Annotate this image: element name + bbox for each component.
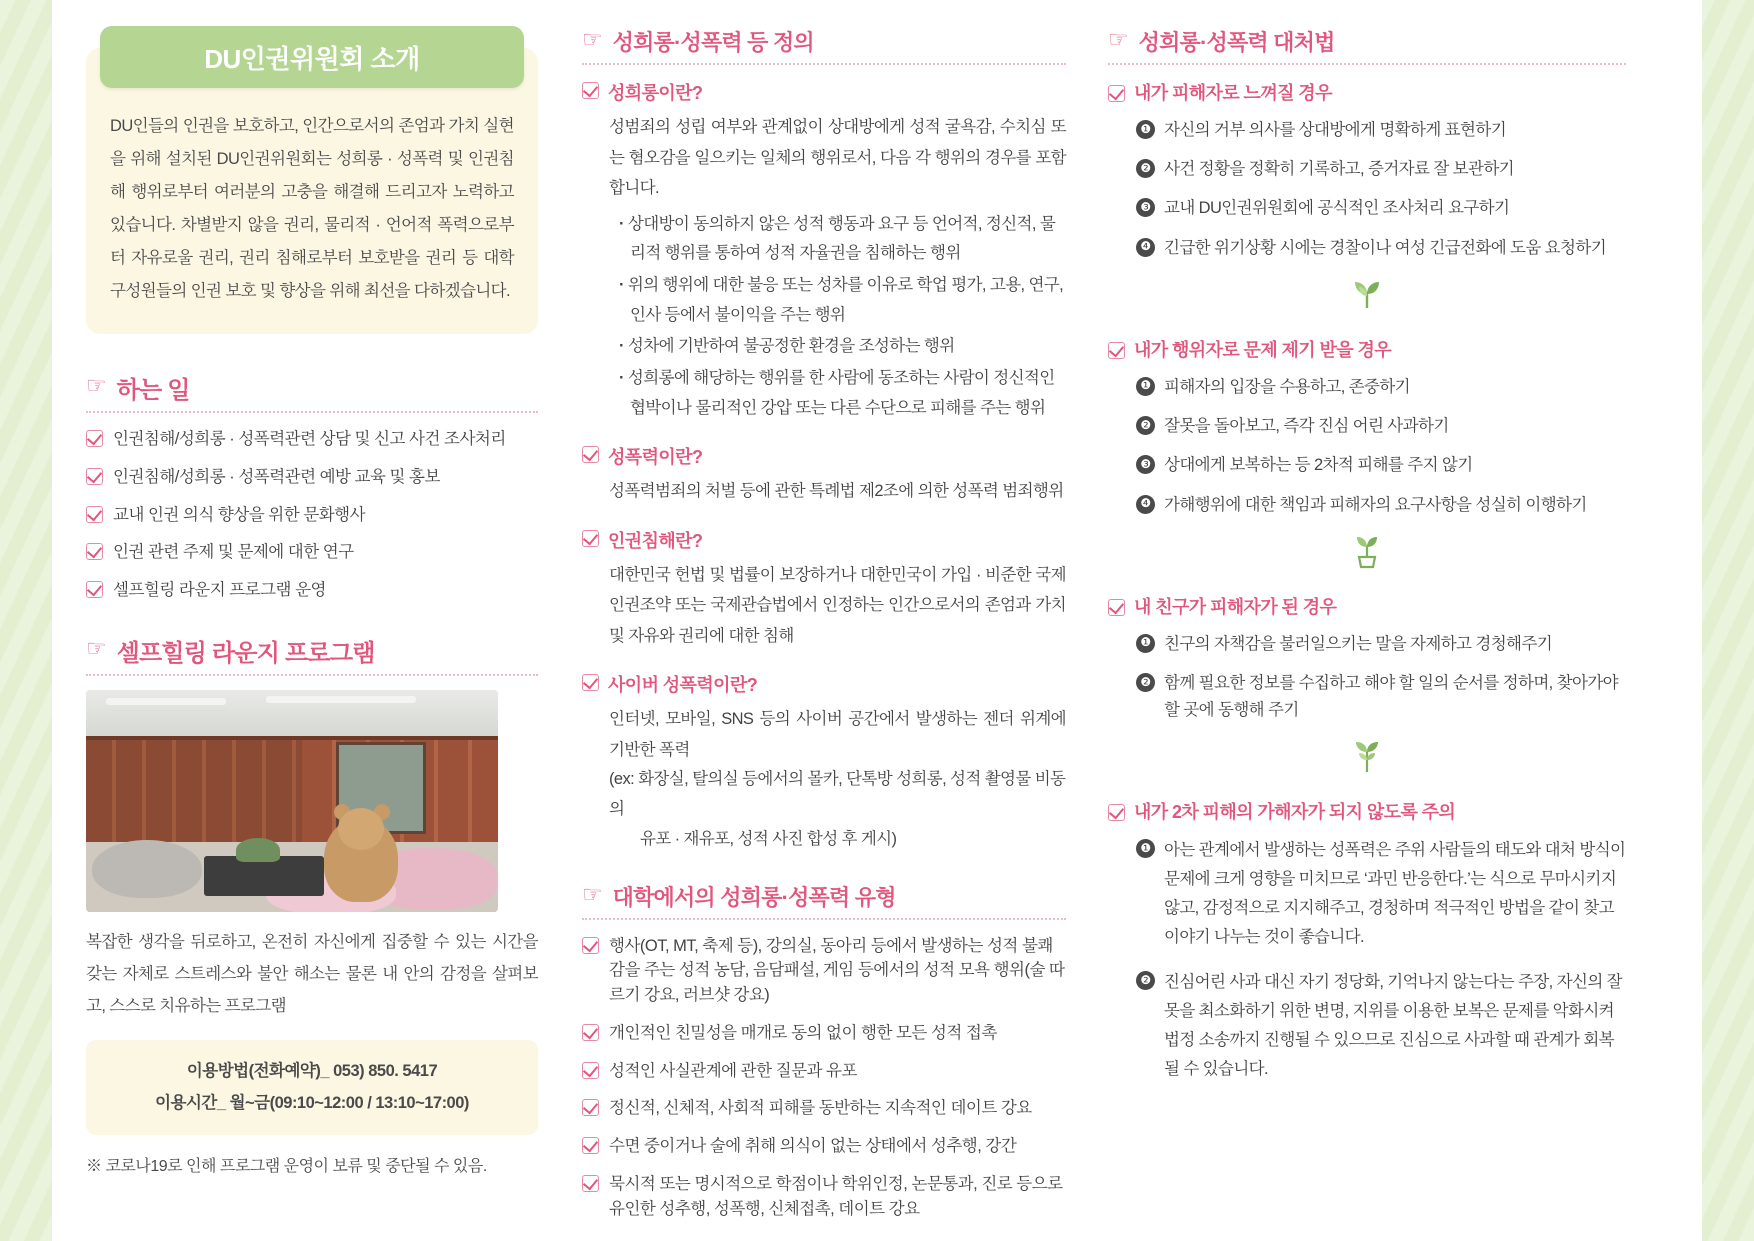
tree-divider	[1108, 736, 1626, 776]
list-item	[582, 1172, 1066, 1222]
list-item-label: 교내 DU인권위원회에 공식적인 조사처리 요구하기	[1164, 199, 1510, 218]
list-item-label: 인권 관련 주제 및 문제에 대한 연구	[113, 543, 354, 562]
work-section	[86, 370, 538, 603]
definition-term	[582, 527, 1066, 553]
list-item-label: 개인적인 친밀성을 매개로 동의 없이 행한 모든 성적 접촉	[609, 1023, 997, 1042]
number-badge: ❹	[1136, 238, 1155, 257]
list-item: · 성차에 기반하여 불공정한 환경을 조성하는 행위	[619, 332, 1066, 362]
sprout-icon	[1347, 274, 1387, 314]
definitions-title: 성희롱·성폭력 등 정의	[612, 30, 814, 55]
pointing-hand-icon: ☞	[86, 372, 107, 398]
definition-body: 성범죄의 성립 여부와 관계없이 상대방에게 성적 굴욕감, 수치심 또는 혐오감을 일으키는 일체의 행위로서, 다음 각 행위의 경우를 포함합니다.	[609, 118, 1066, 198]
list-item: · 상대방이 동의하지 않은 성적 행동과 요구 등 언어적, 정신적, 물리적 행위를 통하여 성적 자율권을 침해하는 행위	[619, 210, 1066, 269]
number-badge: ❷	[1136, 971, 1155, 990]
divider	[86, 411, 538, 413]
check-icon	[582, 937, 599, 954]
divider	[86, 674, 538, 676]
list-item	[582, 1059, 1066, 1084]
sprout-divider	[1108, 274, 1626, 314]
list-item-label: 성적인 사실관계에 관한 질문과 유포	[609, 1061, 857, 1080]
list-item-label: 긴급한 위기상황 시에는 경찰이나 여성 긴급전화에 도움 요청하기	[1164, 238, 1607, 257]
number-badge: ❹	[1136, 495, 1155, 514]
list-item	[1136, 631, 1626, 658]
number-badge: ❶	[1136, 839, 1155, 858]
list-item-label: 아는 관계에서 발생하는 성폭력은 주위 사람들의 태도와 대처 방식이 문제에 크게 영향을 미치므로 ‘과민 반응한다.’는 식으로 무마시키지 않고, 감정적으로 지지해주고, 경청하며 적극적인 방법을 같이 찾고 이야기 나누는 것이 좋습니다.	[1164, 841, 1626, 947]
right-column	[1086, 26, 1626, 1221]
list-item	[1136, 670, 1626, 724]
lounge-heading	[86, 633, 538, 668]
lounge-photo	[86, 690, 498, 912]
response-title: 성희롱·성폭력 대처법	[1138, 30, 1335, 55]
response-item-list	[1108, 374, 1626, 519]
list-item	[582, 1134, 1066, 1159]
potted-plant-icon	[1347, 531, 1387, 571]
work-title: 하는 일	[116, 377, 190, 404]
list-item-label: 함께 필요한 정보를 수집하고 해야 할 일의 순서를 정하며, 찾아가야 할 곳에 동행해 주기	[1164, 673, 1618, 720]
check-icon	[582, 1099, 599, 1116]
intro-card	[86, 43, 538, 334]
definition-block	[582, 671, 1066, 854]
list-item	[582, 1021, 1066, 1046]
response-item-list	[1108, 117, 1626, 262]
definition-example-line1: (ex: 화장실, 탈의실 등에서의 몰카, 단톡방 성희롱, 성적 촬영물 비동의	[609, 770, 1066, 819]
lounge-description: 복잡한 생각을 뒤로하고, 온전히 자신에게 집중할 수 있는 시간을 갖는 자체로 스트레스와 불안 해소는 물론 내 안의 감정을 살펴보고, 스스로 치유하는 프로그램	[86, 932, 538, 1016]
check-icon	[582, 446, 599, 463]
list-item-label: 정신적, 신체적, 사회적 피해를 동반하는 지속적인 데이트 강요	[609, 1099, 1032, 1118]
number-badge: ❷	[1136, 159, 1155, 178]
types-title: 대학에서의 성희롱·성폭력 유형	[612, 884, 896, 910]
potted-plant-divider	[1108, 531, 1626, 571]
definition-block	[582, 79, 1066, 423]
work-list	[86, 427, 538, 603]
list-item	[1136, 374, 1626, 401]
contact-phone: 이용방법(전화예약)_ 053) 850. 5417	[186, 1062, 438, 1081]
pointing-hand-icon: ☞	[582, 26, 603, 52]
definition-block	[582, 443, 1066, 507]
response-section-heading	[1108, 798, 1626, 824]
list-item	[1136, 968, 1626, 1084]
check-icon	[1108, 342, 1125, 359]
check-icon	[582, 1062, 599, 1079]
response-item-list	[1108, 631, 1626, 725]
check-icon	[1108, 804, 1125, 821]
list-item-label: 셀프힐링 라운지 프로그램 운영	[113, 581, 326, 599]
definition-term	[582, 671, 1066, 697]
check-icon	[86, 506, 103, 523]
lounge-note: ※ 코로나19로 인해 프로그램 운영이 보류 및 중단될 수 있음.	[86, 1157, 487, 1175]
check-icon	[86, 543, 103, 560]
list-item-label: 친구의 자책감을 불러일으키는 말을 자제하고 경청해주기	[1164, 634, 1553, 653]
list-item-label: 묵시적 또는 명시적으로 학점이나 학위인정, 논문통과, 진로 등으로 유인한 성추행, 성폭행, 신체접촉, 데이트 강요	[609, 1174, 1063, 1218]
pointing-hand-icon: ☞	[86, 634, 107, 661]
list-item-label: 상대에게 보복하는 등 2차적 피해를 주지 않기	[1164, 456, 1473, 475]
lounge-title: 셀프힐링 라운지 프로그램	[116, 639, 375, 667]
definition-body: 성폭력범죄의 처벌 등에 관한 특례법 제2조에 의한 성폭력 범죄행위	[609, 482, 1064, 501]
definitions-heading	[582, 26, 1066, 57]
number-badge: ❸	[1136, 198, 1155, 217]
check-icon	[86, 581, 103, 598]
definition-example-line2: 유포 · 재유포, 성적 사진 합성 후 게시)	[640, 829, 897, 848]
check-icon	[582, 530, 599, 547]
list-item-label: 가해행위에 대한 책임과 피해자의 요구사항을 성실히 이행하기	[1164, 495, 1587, 514]
list-item	[86, 427, 538, 452]
divider	[582, 63, 1066, 65]
check-icon	[86, 468, 103, 485]
list-item-label: 인권침해/성희롱 · 성폭력관련 예방 교육 및 홍보	[113, 467, 440, 486]
list-item	[582, 934, 1066, 1008]
number-badge: ❶	[1136, 377, 1155, 396]
intro-title: DU인권위원회 소개	[100, 26, 524, 88]
response-section-heading	[1108, 336, 1626, 362]
lounge-contact-box	[86, 1040, 538, 1135]
check-icon	[582, 674, 599, 691]
tree-icon	[1347, 736, 1387, 776]
definition-term	[582, 443, 1066, 469]
intro-body: DU인들의 인권을 보호하고, 인간으로서의 존엄과 가치 실현을 위해 설치된 DU인권위원회는 성희롱 · 성폭력 및 인권침해 행위로부터 여러분의 고충을 해결해 드리고자 노력하고 있습니다. 차별받지 않을 권리, 물리적 · 언어적 폭력으로부터 자유로울 권리, 권리 침해로부터 보호받을 권리 등 대학 구성원들의 인권 보호 및 향상을 위해 최선을 다하겠습니다.	[110, 117, 514, 300]
list-item-label: 행사(OT, MT, 축제 등), 강의실, 동아리 등에서 발생하는 성적 불쾌감을 주는 성적 농담, 음담패설, 게임 등에서의 성적 모욕 행위(술 따르기 강요, 러브샷 강요)	[609, 936, 1065, 1005]
check-icon	[582, 1024, 599, 1041]
number-badge: ❷	[1136, 416, 1155, 435]
list-item-label: 수면 중이거나 술에 취해 의식이 없는 상태에서 성추행, 강간	[609, 1137, 1017, 1156]
list-item	[1136, 452, 1626, 479]
response-section	[1108, 79, 1626, 314]
number-badge: ❶	[1136, 120, 1155, 139]
response-item-list	[1108, 836, 1626, 1083]
check-icon	[1108, 85, 1125, 102]
list-item	[1136, 836, 1626, 952]
list-item	[86, 465, 538, 490]
response-section-label: 내 친구가 피해자가 된 경우	[1134, 596, 1337, 617]
response-section-label: 내가 2차 피해의 가해자가 되지 않도록 주의	[1134, 802, 1456, 823]
definition-term-label: 사이버 성폭력이란?	[608, 675, 758, 696]
types-heading	[582, 881, 1066, 912]
response-section	[1108, 798, 1626, 1083]
number-badge: ❷	[1136, 673, 1155, 692]
lounge-section	[86, 633, 538, 1176]
check-icon	[1108, 599, 1125, 616]
middle-column	[556, 26, 1086, 1221]
list-item-label: 인권침해/성희롱 · 성폭력관련 상담 및 신고 사건 조사처리	[113, 430, 506, 448]
check-icon	[582, 82, 599, 99]
definition-term-label: 성희롱이란?	[608, 83, 703, 103]
response-section-label: 내가 행위자로 문제 제기 받을 경우	[1134, 339, 1392, 360]
response-section-heading	[1108, 593, 1626, 619]
definition-term-label: 성폭력이란?	[608, 447, 703, 468]
list-item-label: 자신의 거부 의사를 상대방에게 명확하게 표현하기	[1164, 121, 1507, 139]
number-badge: ❸	[1136, 455, 1155, 474]
list-item	[86, 540, 538, 565]
list-item: · 성희롱에 해당하는 행위를 한 사람에 동조하는 사람이 정신적인 협박이나 물리적인 강압 또는 다른 수단으로 피해를 주는 행위	[619, 364, 1066, 423]
definition-body: 대한민국 헌법 및 법률이 보장하거나 대한민국이 가입 · 비준한 국제인권조약 또는 국제관습법에서 인정하는 인간으로서의 존엄과 가치 및 자유와 권리에 대한 침해	[609, 565, 1066, 645]
list-item-label: 진심어린 사과 대신 자기 정당화, 기억나지 않는다는 주장, 자신의 잘못을 최소화하기 위한 변명, 지위를 이용한 보복은 문제를 악화시켜 법정 소송까지 진행될 수 있으므로 진심으로 사과할 때 관계가 회복될 수 있습니다.	[1164, 972, 1622, 1078]
list-item	[582, 1096, 1066, 1121]
list-item-label: 피해자의 입장을 수용하고, 존중하기	[1164, 377, 1411, 396]
check-icon	[582, 1175, 599, 1192]
list-item-label: 잘못을 돌아보고, 즉각 진심 어린 사과하기	[1164, 417, 1449, 436]
list-item	[1136, 195, 1626, 222]
response-section-heading	[1108, 79, 1626, 105]
definition-block	[582, 527, 1066, 652]
pointing-hand-icon: ☞	[1108, 26, 1129, 52]
response-heading	[1108, 26, 1626, 57]
types-list	[582, 934, 1066, 1222]
definition-term	[582, 79, 1066, 105]
list-item-label: 사건 정황을 정확히 기록하고, 증거자료 잘 보관하기	[1164, 160, 1515, 179]
left-column	[86, 26, 556, 1221]
list-item: · 위의 행위에 대한 불응 또는 성차를 이유로 학업 평가, 고용, 연구, 인사 등에서 불이익을 주는 행위	[619, 271, 1066, 330]
check-icon	[86, 430, 103, 447]
list-item	[1136, 235, 1626, 262]
list-item	[1136, 413, 1626, 440]
check-icon	[582, 1137, 599, 1154]
definition-term-label: 인권침해란?	[608, 530, 703, 551]
list-item-label: 교내 인권 의식 향상을 위한 문화행사	[113, 505, 366, 524]
definition-body: 인터넷, 모바일, SNS 등의 사이버 공간에서 발생하는 젠더 위계에 기반한 폭력	[609, 710, 1066, 759]
contact-hours: 이용시간_ 월~금(09:10~12:00 / 13:10~17:00)	[155, 1093, 469, 1112]
response-section-label: 내가 피해자로 느껴질 경우	[1134, 83, 1332, 103]
definition-sublist	[582, 210, 1066, 424]
response-section	[1108, 593, 1626, 777]
work-heading	[86, 370, 538, 405]
list-item	[86, 503, 538, 528]
divider	[1108, 63, 1626, 65]
divider	[582, 918, 1066, 920]
response-section	[1108, 336, 1626, 571]
list-item	[1136, 492, 1626, 519]
brochure-page	[52, 0, 1702, 1241]
pointing-hand-icon: ☞	[582, 880, 603, 907]
list-item	[86, 578, 538, 603]
list-item	[1136, 117, 1626, 144]
number-badge: ❶	[1136, 634, 1155, 653]
list-item	[1136, 156, 1626, 183]
